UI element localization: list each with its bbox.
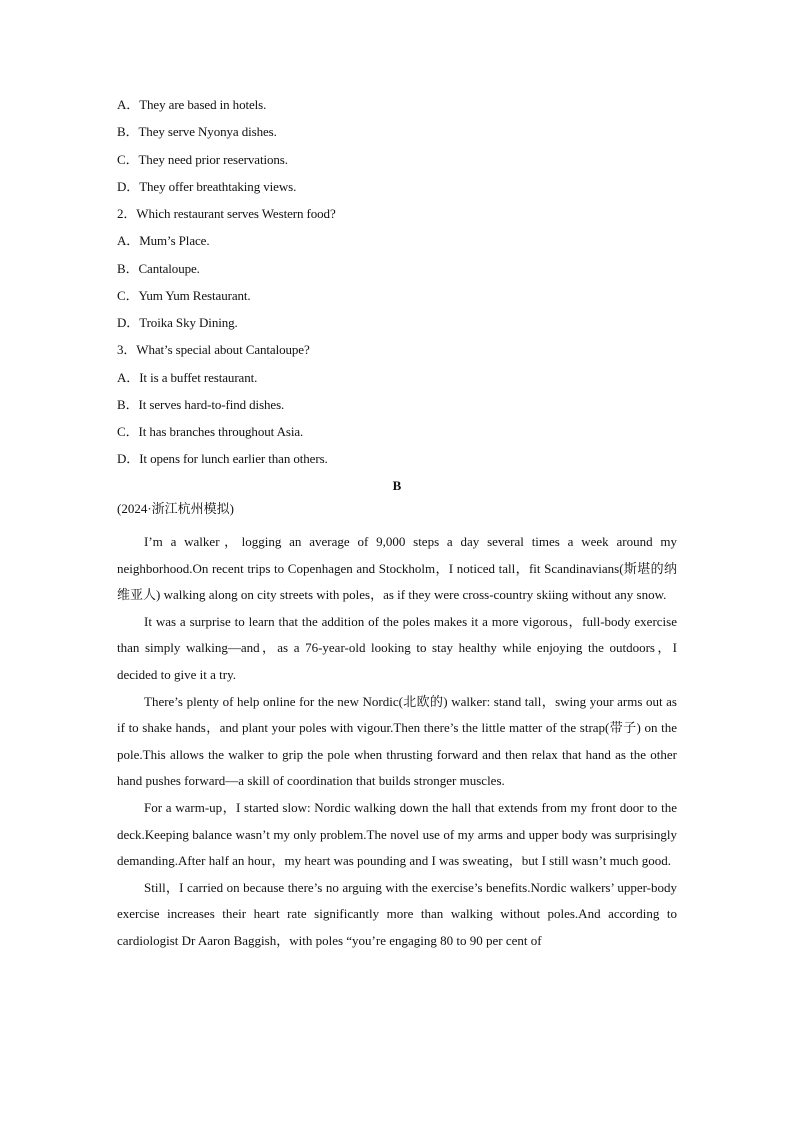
q3-option-a: A．It is a buffet restaurant. [117,370,258,385]
passage-source: (2024·浙江杭州模拟) [117,501,234,516]
section-title: B [392,478,402,493]
q1-option-d: D．They offer breathtaking views. [117,179,297,194]
passage-paragraph-2: It was a surprise to learn that the addition of the poles makes it a more vigorous，full-body exercise than simply walking—and，as a 76-year-old looking to stay healthy while enjoying the outdoors，I decided to give it a try. [117,613,677,682]
passage-paragraph-3: There’s plenty of help online for the new Nordic(北欧的) walker: stand tall，swing your arms out as if to shake hands，and plant your poles with vigour.Then there’s the little matter of the strap(带子) on the pole.This allows the walker to grip the pole when thrusting forward and then relax that hand as the other hand pushes forward—a skill of coordination that builds stronger muscles. [117,693,677,789]
q3-option-b: B．It serves hard-to-find dishes. [117,397,285,412]
passage-paragraph-1: I’m a walker，logging an average of 9,000 steps a day several times a week around my neighborhood.On recent trips to Copenhagen and Stockholm，I noticed tall，fit Scandinavians(斯堪的纳维亚人) walking along on city streets with poles，as if they were cross-country skiing without any snow. [117,534,677,603]
passage-paragraph-5: Still，I carried on because there’s no arguing with the exercise’s benefits.Nordic walkers’ upper-body exercise increases their heart rate significantly more than walking without poles.And according to cardiologist Dr Aaron Baggish，with poles “you’re engaging 80 to 90 per cent of [117,879,677,948]
q3-option-c: C．It has branches throughout Asia. [117,424,304,439]
q3-option-d: D．It opens for lunch earlier than others. [117,451,328,466]
q1-option-b: B．They serve Nyonya dishes. [117,124,277,139]
q2-option-c: C．Yum Yum Restaurant. [117,288,251,303]
q1-option-a: A．They are based in hotels. [117,97,267,112]
q2-option-a: A．Mum’s Place. [117,233,210,248]
passage-paragraph-4: For a warm-up，I started slow: Nordic walking down the hall that extends from my front door to the deck.Keeping balance wasn’t my only problem.The novel use of my arms and upper body was surprisingly demanding.After half an hour，my heart was pounding and I was sweating，but I still wasn’t much good. [117,799,677,869]
q2-option-b: B．Cantaloupe. [117,261,200,276]
q2-option-d: D．Troika Sky Dining. [117,315,238,330]
q1-option-c: C．They need prior reservations. [117,152,288,167]
q3-question: 3．What’s special about Cantaloupe? [117,342,310,357]
passage-body [117,529,677,955]
q2-question: 2．Which restaurant serves Western food? [117,206,336,221]
